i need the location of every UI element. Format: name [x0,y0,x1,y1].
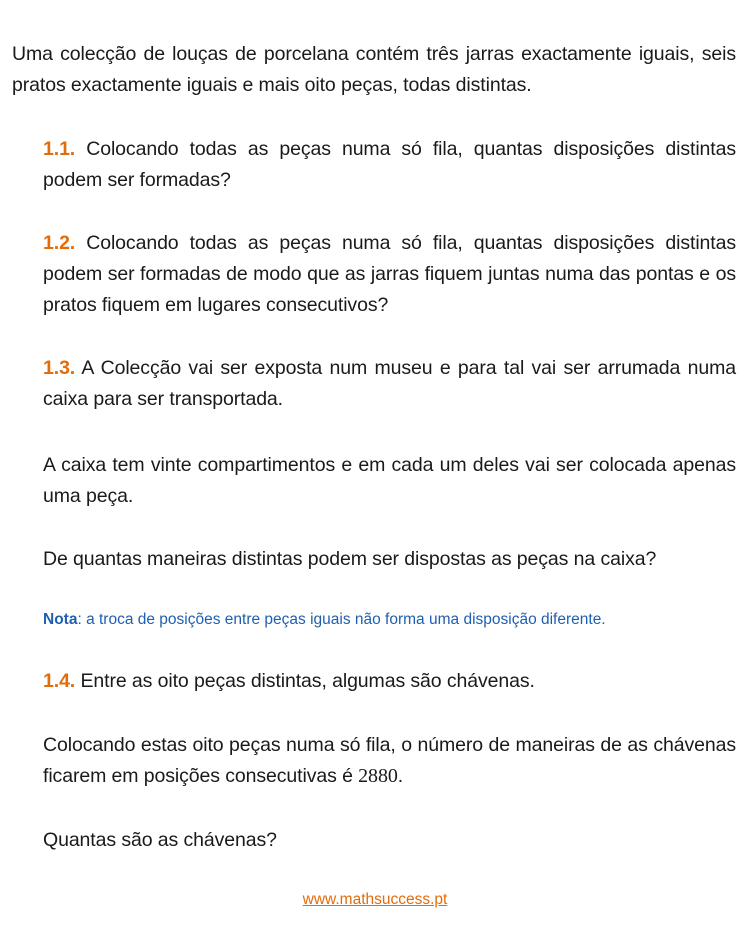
footer-link[interactable]: www.mathsuccess.pt [302,891,448,908]
question-1-4-paragraph-2-before: Colocando estas oito peças numa só fila, o número de maneiras de as chávenas ficarem em posições consecutivas é [43,734,736,787]
note-text: : a troca de posições entre peças iguais não forma uma disposição diferente. [77,611,606,628]
question-1-3 [43,353,736,415]
question-1-4-paragraph-3: Quantas são as chávenas? [43,829,277,851]
question-1-3-text: A Colecção vai ser exposta num museu e para tal vai ser arrumada numa caixa para ser transportada. [43,357,736,410]
question-1-3-note [43,609,606,631]
question-1-3-paragraph-2: A caixa tem vinte compartimentos e em cada um deles vai ser colocada apenas uma peça. [43,454,736,507]
question-1-1-number: 1.1. [43,138,76,160]
question-1-1-text: Colocando todas as peças numa só fila, quantas disposições distintas podem ser formadas? [43,138,737,191]
question-1-2-text: Colocando todas as peças numa só fila, quantas disposições distintas podem ser formadas de modo que as jarras fiquem juntas numa das pontas e os pratos fiquem em lugares consecutivos? [43,232,737,316]
question-1-4-number: 1.4. [43,670,76,692]
question-1-1 [43,134,736,196]
note-label: Nota [43,611,78,628]
question-1-4-paragraph-2 [43,730,736,792]
question-1-3-number: 1.3. [43,357,76,379]
question-1-3-paragraph-3: De quantas maneiras distintas podem ser dispostas as peças na caixa? [43,548,657,570]
question-1-2 [43,228,736,321]
question-1-2-number: 1.2. [43,232,76,254]
intro-paragraph: Uma colecção de louças de porcelana contém três jarras exactamente iguais, seis pratos exactamente iguais e mais oito peças, todas distintas. [12,43,736,96]
question-1-4-value: 2880 [358,765,398,787]
question-1-4-text: Entre as oito peças distintas, algumas são chávenas. [80,670,535,692]
question-1-4-paragraph-2-after: . [397,765,404,787]
question-1-4 [43,666,736,697]
